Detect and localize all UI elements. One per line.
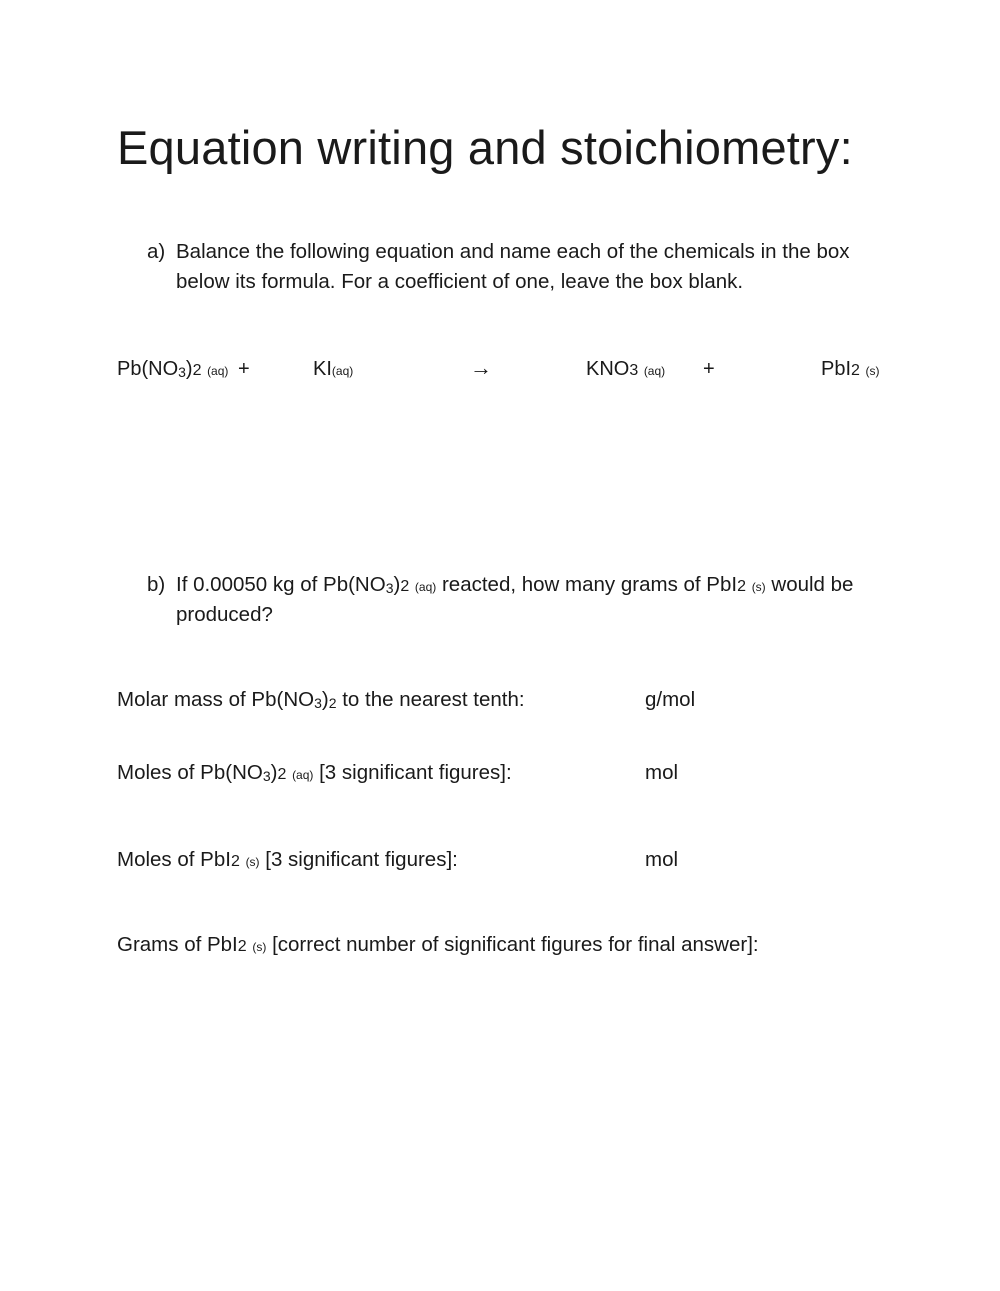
moles-pbno32-prompt: Moles of Pb(NO3)2 (aq) [3 significant figures]: [117,761,512,784]
product-pbi2-formula: PbI [821,358,852,380]
product-pbi2: PbI2 (s) [821,358,880,380]
product-kno3-state: (aq) [643,364,666,378]
product-kno3-formula: KNO [586,358,630,380]
product-pbi2-state: (s) [865,364,880,378]
moles-pbno32-unit: mol [645,761,679,784]
molar-mass-unit: g/mol [645,688,696,711]
part-a-label: a) [147,240,166,263]
plus-sign-1: + [238,358,250,380]
part-a-line1: Balance the following equation and name each of the chemicals in the box [176,240,850,263]
reactant-pbno32-formula: Pb(NO [117,358,179,380]
part-b-label: b) [147,573,166,596]
reactant-ki-state: (aq) [331,364,354,378]
reactant-ki-formula: KI [313,358,332,380]
reaction-arrow-icon: → [470,355,492,380]
reactant-pbno32: Pb(NO3)2 (aq) [117,358,229,380]
plus-sign-2: + [703,358,715,380]
molar-mass-prompt: Molar mass of Pb(NO3)2 to the nearest tenth: [117,688,525,711]
page-title: Equation writing and stoichiometry: [117,121,853,174]
part-b-line1: If 0.00050 kg of Pb(NO3)2 (aq) reacted, how many grams of PbI2 (s) would be [176,573,854,596]
moles-pbi2-prompt: Moles of PbI2 (s) [3 significant figures]: [117,848,458,871]
grams-pbi2-prompt: Grams of PbI2 (s) [correct number of significant figures for final answer]: [117,933,759,956]
part-a-line2: below its formula. For a coefficient of one, leave the box blank. [176,270,744,293]
product-kno3: KNO3 (aq) [586,358,666,380]
moles-pbi2-unit: mol [645,848,679,871]
reactant-pbno32-state: (aq) [207,364,229,378]
reactant-ki [313,355,353,385]
part-b-line2: produced? [176,603,273,626]
